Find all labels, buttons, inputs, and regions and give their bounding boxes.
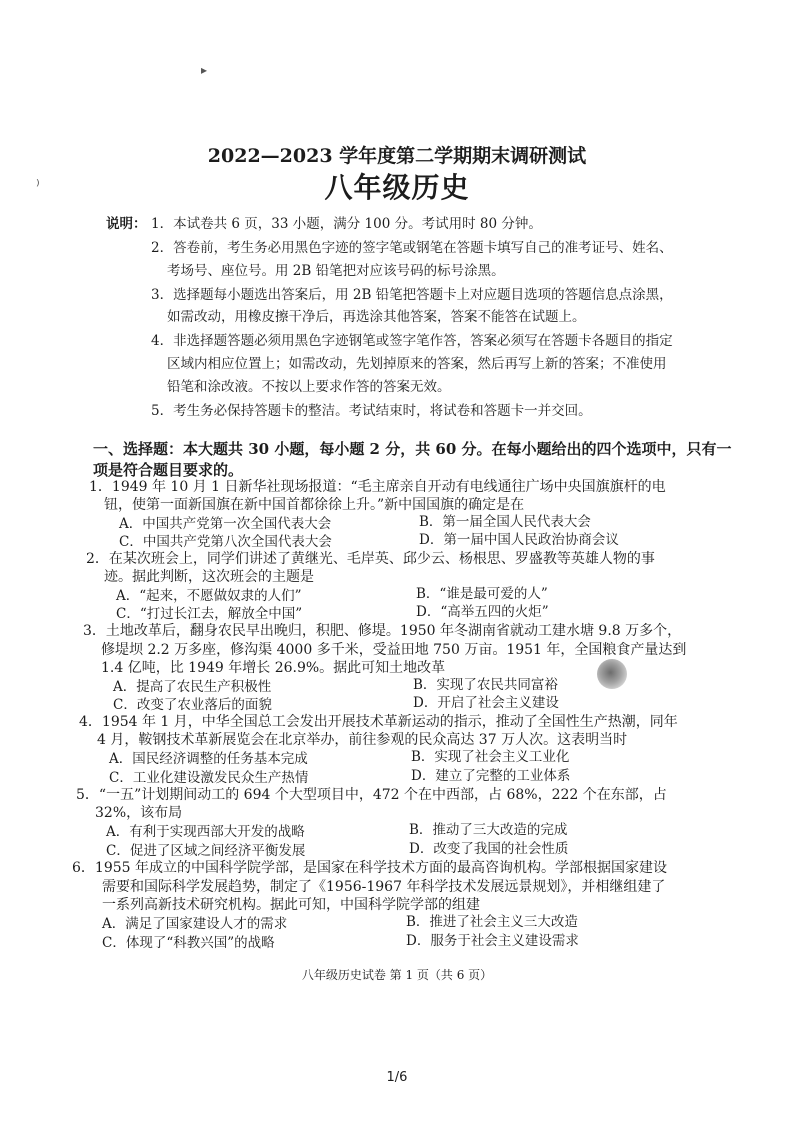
instructions-label: 说明： <box>106 216 147 232</box>
option-b: B．第一届全国人民代表大会 <box>419 514 591 530</box>
question-stem: 4．1954 年 1 月，中华全国总工会发出开展技术革新运动的指示，推动了全国性生产热潮，同年 <box>79 714 678 730</box>
page-indicator: 1/6 <box>386 1070 408 1085</box>
option-a: A．有利于实现西部大开发的战略 <box>106 824 305 840</box>
instruction-line: 如需改动，用橡皮擦干净后，再选涂其他答案，答案不能答在试题上。 <box>167 309 586 325</box>
option-c: C．改变了农业落后的面貌 <box>113 697 272 713</box>
option-b: B．实现了社会主义工业化 <box>411 749 570 765</box>
option-d: D．建立了完整的工业体系 <box>411 768 571 784</box>
question-stem: 3．土地改革后，翻身农民早出晚归，积肥、修堤。1950 年冬湖南省就动工建水塘 9.8 万多个， <box>83 623 682 639</box>
exam-subtitle: 八年级历史 <box>324 171 470 204</box>
instruction-line: 区域内相应位置上；如需改动，先划掉原来的答案，然后再写上新的答案；不准使用 <box>167 356 667 372</box>
option-d: D．第一届中国人民政治协商会议 <box>419 532 619 548</box>
question-stem: 需要和国际科学发展趋势，制定了《1956-1967 年科学技术发展远景规划》，并相继组建了 <box>102 879 666 895</box>
option-d: D．开启了社会主义建设 <box>413 695 559 711</box>
instruction-line: 考场号、座位号。用 2B 铅笔把对应该号码的标号涂黑。 <box>167 263 505 279</box>
question-stem: 4 月，鞍钢技术革新展览会在北京举办，前往参观的民众高达 37 万人次。这表明当时 <box>97 732 628 748</box>
option-a: A．提高了农民生产积极性 <box>113 679 272 695</box>
scan-mark-left: ⁾ <box>36 176 40 194</box>
option-a: A．“起来，不愿做奴隶的人们” <box>116 588 302 604</box>
question-stem: 修堤坝 2.2 万多座，修沟渠 4000 多千米，受益田地 750 万亩。1951 年，全国粮食产量达到 <box>101 642 687 658</box>
question-stem: 1．1949 年 10 月 1 日新华社现场报道：“毛主席亲自开动有电线通往广场中央国旗旗杆的电 <box>89 479 666 495</box>
instruction-line: 1．本试卷共 6 页，33 小题，满分 100 分。考试用时 80 分钟。 <box>151 216 542 232</box>
exam-title: 2022—2023 学年度第二学期期末调研测试 <box>207 145 587 167</box>
option-b: B．推进了社会主义三大改造 <box>406 914 578 930</box>
page-footer: 八年级历史试卷 第 1 页（共 6 页） <box>301 968 493 982</box>
option-a: A．国民经济调整的任务基本完成 <box>109 751 308 767</box>
option-a: A．满足了国家建设人才的需求 <box>102 916 288 932</box>
section-heading: 一、选择题：本大题共 30 小题，每小题 2 分，共 60 分。在每小题给出的四个选项中，只有一 <box>93 440 732 458</box>
question-stem: 1.4 亿吨，比 1949 年增长 26.9%。据此可知土地改革 <box>101 660 446 676</box>
scan-mark-top: ▸ <box>201 63 208 77</box>
option-c: C．“打过长江去，解放全中国” <box>116 606 303 622</box>
question-stem: 2．在某次班会上，同学们讲述了黄继光、毛岸英、邱少云、杨根思、罗盛教等英雄人物的事 <box>86 551 655 567</box>
section-heading-cont: 项是符合题目要求的。 <box>93 461 244 479</box>
question-stem: 32%，该布局 <box>95 805 183 821</box>
option-b: B．“谁是最可爱的人” <box>416 586 548 602</box>
option-b: B．实现了农民共同富裕 <box>413 677 558 693</box>
question-stem: 钮，使第一面新国旗在新中国首都徐徐上升。”新中国国旗的确定是在 <box>104 497 525 513</box>
option-d: D．“高举五四的火炬” <box>416 604 549 620</box>
option-b: B．推动了三大改造的完成 <box>409 822 568 838</box>
question-stem: 迹。据此判断，这次班会的主题是 <box>104 569 314 585</box>
instruction-line: 铅笔和涂改液。不按以上要求作答的答案无效。 <box>167 379 451 395</box>
option-c: C．促进了区域之间经济平衡发展 <box>106 843 306 859</box>
ink-stain <box>597 659 627 689</box>
instruction-line: 3．选择题每小题选出答案后，用 2B 铅笔把答题卡上对应题目选项的答题信息点涂黑， <box>151 287 673 303</box>
question-stem: 5．“一五”计划期间动工的 694 个大型项目中，472 个在中西部，占 68%，222 个在东部，占 <box>76 787 667 803</box>
instruction-line: 5．考生务必保持答题卡的整洁。考试结束时，将试卷和答题卡一并交回。 <box>151 403 592 419</box>
option-c: C．体现了“科教兴国”的战略 <box>102 935 275 951</box>
option-d: D．改变了我国的社会性质 <box>409 841 569 857</box>
option-c: C．工业化建设激发民众生产热情 <box>109 770 309 786</box>
instruction-line: 4．非选择题答题必须用黑色字迹钢笔或签字笔作答，答案必须写在答题卡各题目的指定 <box>151 333 673 349</box>
instruction-line: 2．答卷前，考生务必用黑色字迹的签字笔或钢笔在答题卡填写自己的准考证号、姓名、 <box>151 240 673 256</box>
question-stem: 一系列高新技术研究机构。据此可知，中国科学院学部的组建 <box>102 897 480 913</box>
option-d: D．服务于社会主义建设需求 <box>406 933 579 949</box>
option-c: C．中国共产党第八次全国代表大会 <box>119 534 332 550</box>
option-a: A．中国共产党第一次全国代表大会 <box>119 516 332 532</box>
question-stem: 6．1955 年成立的中国科学院学部，是国家在科学技术方面的最高咨询机构。学部根据国家建设 <box>72 860 667 876</box>
